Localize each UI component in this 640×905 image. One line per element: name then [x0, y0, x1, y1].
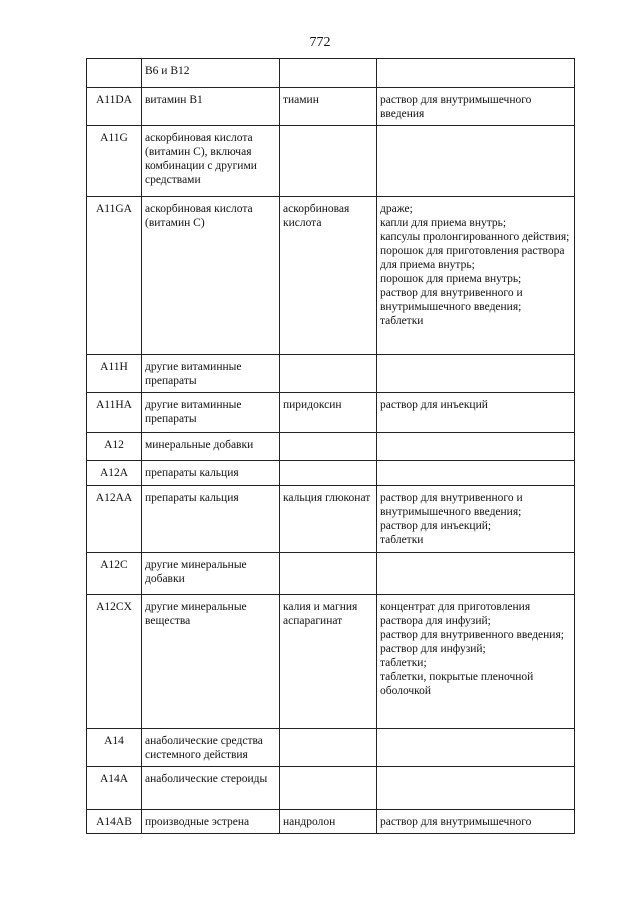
substance-cell [280, 729, 377, 767]
form-cell [377, 729, 575, 767]
code-cell: A14A [87, 767, 142, 810]
substance-cell: аскорбиновая кислота [280, 197, 377, 355]
code-cell: A11G [87, 126, 142, 197]
form-cell: концентрат для приготовления раствора для инфузий; раствор для внутривенного введения; раствор для инфузий; таблетки; таблетки, покрытые пленочной оболочкой [377, 595, 575, 729]
group-cell: другие минеральные вещества [142, 595, 280, 729]
table-row [87, 595, 575, 729]
code-cell: A11GA [87, 197, 142, 355]
substance-cell [280, 355, 377, 393]
substance-cell: нандролон [280, 810, 377, 834]
group-cell: анаболические средства системного действия [142, 729, 280, 767]
table-body [87, 59, 575, 834]
form-cell [377, 461, 575, 486]
group-cell: аскорбиновая кислота (витамин С) [142, 197, 280, 355]
table-row [87, 729, 575, 767]
group-cell: анаболические стероиды [142, 767, 280, 810]
group-cell: препараты кальция [142, 486, 280, 553]
table-row [87, 433, 575, 461]
form-cell: раствор для инъекций [377, 393, 575, 433]
code-cell: A14 [87, 729, 142, 767]
code-cell: A11H [87, 355, 142, 393]
group-cell: другие витаминные препараты [142, 393, 280, 433]
form-cell: раствор для внутримышечного введения [377, 88, 575, 126]
code-cell: A12AA [87, 486, 142, 553]
form-cell [377, 126, 575, 197]
substance-cell [280, 126, 377, 197]
substance-cell: калия и магния аспарагинат [280, 595, 377, 729]
group-cell: витамин В1 [142, 88, 280, 126]
code-cell: A12 [87, 433, 142, 461]
form-cell: драже; капли для приема внутрь; капсулы пролонгированного действия; порошок для приготовления раствора для приема внутрь; порошок для приема внутрь; раствор для внутривенного и внутримышечного введения; таблетки [377, 197, 575, 355]
substance-cell [280, 553, 377, 595]
table-row [87, 810, 575, 834]
drug-table [86, 58, 575, 834]
table-row [87, 59, 575, 88]
substance-cell: кальция глюконат [280, 486, 377, 553]
form-cell [377, 433, 575, 461]
table-row [87, 197, 575, 355]
table-row [87, 393, 575, 433]
substance-cell [280, 59, 377, 88]
group-cell: производные эстрена [142, 810, 280, 834]
group-cell: препараты кальция [142, 461, 280, 486]
group-cell: минеральные добавки [142, 433, 280, 461]
code-cell: A11HA [87, 393, 142, 433]
substance-cell [280, 767, 377, 810]
form-cell [377, 553, 575, 595]
group-cell: В6 и В12 [142, 59, 280, 88]
table-row [87, 767, 575, 810]
form-cell [377, 355, 575, 393]
table-row [87, 126, 575, 197]
group-cell: другие витаминные препараты [142, 355, 280, 393]
form-cell: раствор для внутривенного и внутримышечного введения; раствор для инъекций; таблетки [377, 486, 575, 553]
code-cell [87, 59, 142, 88]
form-cell [377, 59, 575, 88]
table-row [87, 88, 575, 126]
form-cell [377, 767, 575, 810]
table-row [87, 355, 575, 393]
code-cell: A12A [87, 461, 142, 486]
code-cell: A14AB [87, 810, 142, 834]
page-number: 772 [309, 35, 331, 50]
code-cell: A12CX [87, 595, 142, 729]
group-cell: другие минеральные добавки [142, 553, 280, 595]
substance-cell: тиамин [280, 88, 377, 126]
table-row [87, 553, 575, 595]
code-cell: A12C [87, 553, 142, 595]
substance-cell [280, 433, 377, 461]
substance-cell: пиридоксин [280, 393, 377, 433]
group-cell: аскорбиновая кислота (витамин С), включая комбинации с другими средствами [142, 126, 280, 197]
form-cell: раствор для внутримышечного [377, 810, 575, 834]
substance-cell [280, 461, 377, 486]
code-cell: A11DA [87, 88, 142, 126]
table-row [87, 486, 575, 553]
table-row [87, 461, 575, 486]
